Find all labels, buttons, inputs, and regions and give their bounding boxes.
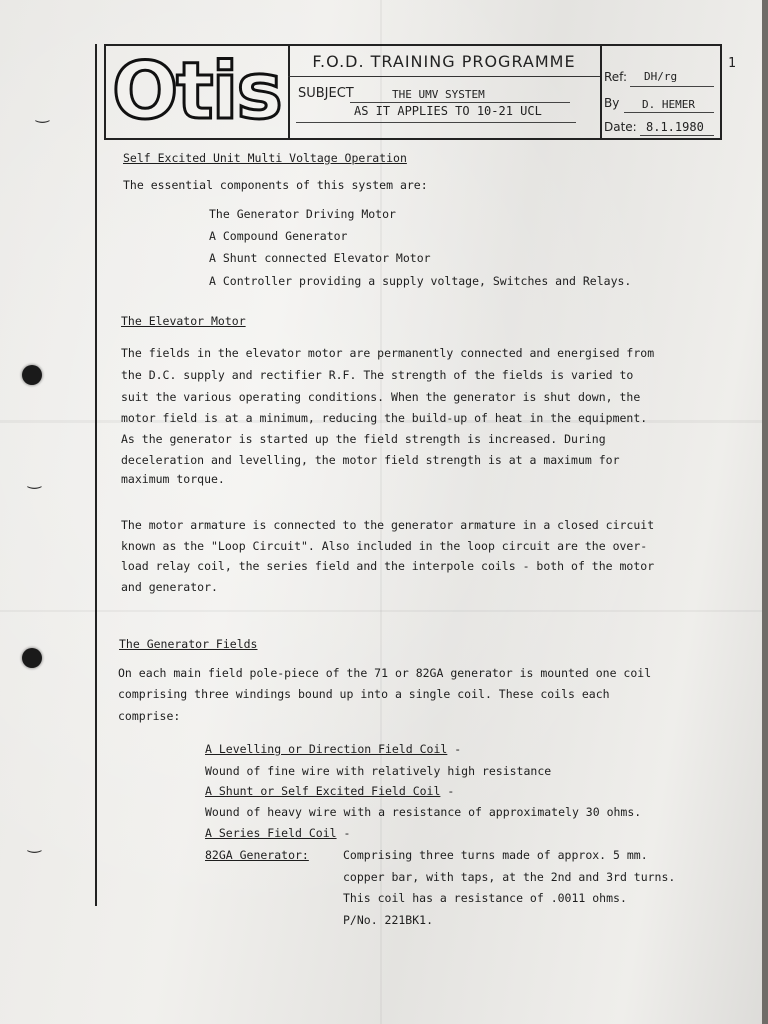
- generator-description: Comprising three turns made of approx. 5 mm.: [343, 848, 648, 862]
- paragraph-line: The motor armature is connected to the generator armature in a closed circuit: [121, 518, 655, 532]
- component-item: A Compound Generator: [209, 229, 348, 243]
- date-label: Date:: [604, 120, 637, 134]
- ref-label: Ref:: [604, 70, 628, 84]
- coil-heading: [205, 826, 350, 840]
- coil-description: Wound of fine wire with relatively high resistance: [205, 764, 552, 778]
- meta-cell: [600, 46, 720, 138]
- paragraph-line: The fields in the elevator motor are permanently connected and energised from: [121, 346, 655, 360]
- generator-label: 82GA Generator:: [205, 848, 309, 862]
- punch-hole: [22, 365, 42, 385]
- subject-line-1: THE UMV SYSTEM: [392, 88, 485, 101]
- component-item: The Generator Driving Motor: [209, 207, 396, 221]
- by-value: D. HEMER: [642, 98, 695, 111]
- paragraph-line: As the generator is started up the field strength is increased. During: [121, 432, 606, 446]
- paragraph-line: known as the "Loop Circuit". Also included in the loop circuit are the over-: [121, 539, 648, 553]
- subject-line-2: AS IT APPLIES TO 10-21 UCL: [354, 104, 542, 118]
- generator-description: copper bar, with taps, at the 2nd and 3rd turns.: [343, 870, 676, 884]
- date-value: 8.1.1980: [646, 120, 704, 134]
- logo-cell: [106, 46, 290, 138]
- component-item: A Controller providing a supply voltage, Switches and Relays.: [209, 274, 632, 288]
- paragraph-line: motor field is at a minimum, reducing the build-up of heat in the equipment.: [121, 411, 648, 425]
- programme-title: F.O.D. TRAINING PROGRAMME: [312, 52, 576, 71]
- subject-label: SUBJECT: [298, 86, 354, 101]
- punch-hole: [22, 648, 42, 668]
- subject-underline: [296, 122, 576, 123]
- coil-title: A Series Field Coil: [205, 826, 337, 840]
- date-underline: [640, 135, 714, 136]
- by-underline: [624, 112, 714, 113]
- dash: -: [447, 784, 455, 798]
- dash: -: [343, 826, 351, 840]
- coil-heading: [205, 742, 461, 756]
- title-cell: [288, 46, 602, 138]
- subject-underline: [350, 102, 570, 103]
- margin-rule: [95, 44, 97, 906]
- pencil-mark: ‿: [28, 834, 41, 853]
- coil-title: A Levelling or Direction Field Coil: [205, 742, 448, 756]
- intro-text: The essential components of this system are:: [123, 178, 428, 192]
- paragraph-line: deceleration and levelling, the motor field strength is at a maximum for: [121, 453, 620, 467]
- document-header: [104, 44, 722, 140]
- paragraph-line: suit the various operating conditions. When the generator is shut down, the: [121, 390, 641, 404]
- part-number: P/No. 221BK1.: [343, 913, 434, 927]
- component-item: A Shunt connected Elevator Motor: [209, 251, 431, 265]
- paragraph-line: On each main field pole-piece of the 71 or 82GA generator is mounted one coil: [118, 666, 652, 680]
- ref-value: DH/rg: [644, 70, 678, 83]
- section-heading: The Elevator Motor: [121, 314, 246, 328]
- ref-underline: [630, 86, 714, 87]
- pencil-mark: ‿: [36, 104, 49, 123]
- page-number: 1: [728, 56, 736, 71]
- paragraph-line: and generator.: [121, 580, 218, 594]
- otis-logo: Otis: [112, 47, 281, 137]
- section-heading: Self Excited Unit Multi Voltage Operation: [123, 151, 407, 165]
- paragraph-line: load relay coil, the series field and the interpole coils - both of the motor: [121, 559, 655, 573]
- coil-title: A Shunt or Self Excited Field Coil: [205, 784, 441, 798]
- section-heading: The Generator Fields: [119, 637, 258, 651]
- paragraph-line: comprising three windings bound up into a single coil. These coils each: [118, 687, 610, 701]
- paragraph-line: the D.C. supply and rectifier R.F. The strength of the fields is varied to: [121, 368, 634, 382]
- coil-heading: [205, 784, 454, 798]
- paragraph-line: maximum torque.: [121, 472, 225, 486]
- generator-description: This coil has a resistance of .0011 ohms.: [343, 891, 627, 905]
- dash: -: [454, 742, 462, 756]
- title-divider: [288, 76, 600, 77]
- by-label: By: [604, 96, 620, 110]
- paragraph-line: comprise:: [118, 709, 181, 723]
- coil-description: Wound of heavy wire with a resistance of approximately 30 ohms.: [205, 805, 642, 819]
- pencil-mark: ‿: [28, 470, 41, 489]
